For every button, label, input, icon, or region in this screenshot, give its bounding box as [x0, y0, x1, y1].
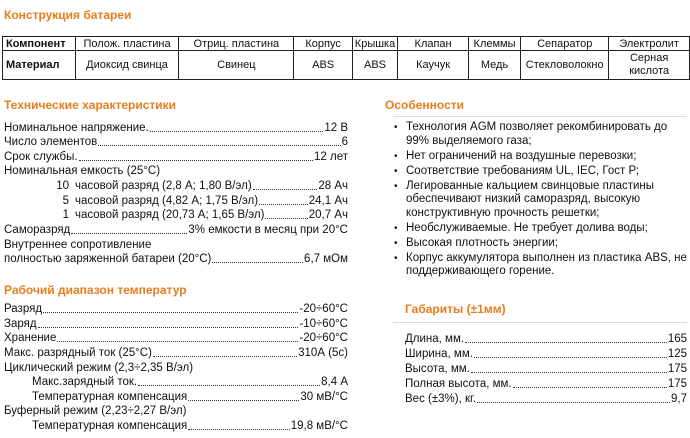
spec-value: 20,7 Ач: [308, 209, 348, 221]
spec-label: Вес (±3%), кг.: [405, 393, 477, 405]
spec-label: часовой разряд (4,82 А; 1,75 В/эл): [75, 195, 259, 207]
list-item: • Нет ограничений на воздушные перевозки;: [394, 149, 637, 162]
spec-label: Макс.зарядный ток.: [32, 376, 138, 388]
spec-value: 175: [667, 378, 687, 390]
spec-value: 6,7 мОм: [304, 253, 348, 265]
internal-resistance-title: Внутреннее сопротивление: [4, 239, 152, 251]
divider: [393, 322, 687, 323]
dimensions-header: Габариты (±1мм): [405, 302, 506, 316]
table-cell: ABS: [352, 51, 397, 80]
spec-label: Ширина, мм.: [405, 348, 473, 360]
temp-row-storage: [4, 330, 348, 346]
table-cell: Свинец: [179, 51, 294, 80]
tech-specs-header: Технические характеристики: [4, 98, 177, 112]
bullet-icon: •: [394, 180, 398, 192]
dim-row-full-height: [405, 376, 687, 392]
capacity-row: [54, 207, 348, 223]
table-cell: Стекловолокно: [521, 51, 609, 80]
bullet-icon: •: [394, 237, 398, 249]
spec-label: Длина, мм.: [405, 333, 465, 345]
table-row-components: [3, 37, 690, 51]
list-item: • Соответствие требованиям UL, IEC, Гост Р;: [394, 164, 640, 177]
table-cell: Крышка: [352, 37, 397, 51]
features-list: [393, 121, 687, 280]
spec-value: 9,7: [671, 393, 687, 405]
list-item: • Технология AGM позволяет рекомбинировать до 99% выделяемого газа;: [394, 121, 668, 147]
spec-value: -10÷60°C: [299, 318, 348, 330]
bullet-icon: •: [394, 222, 398, 234]
table-cell: Медь: [468, 51, 520, 80]
divider: [393, 116, 687, 117]
dim-row-weight: [405, 391, 687, 407]
spec-label: Саморазряд: [4, 224, 71, 236]
spec-value: 12 В: [324, 122, 348, 134]
table-cell: Полож. пластина: [75, 37, 178, 51]
dim-row-height: [405, 361, 687, 377]
spec-row-cell-count: [4, 134, 348, 150]
spec-label: Высота, мм.: [405, 363, 470, 375]
spec-value: 28 Ач: [318, 180, 348, 192]
spec-label: Заряд: [4, 318, 37, 330]
temp-row-discharge: [4, 301, 348, 317]
table-row-materials: [3, 51, 690, 80]
list-item: • Необслуживаемые. Не требует долива воды;: [394, 221, 648, 234]
spec-value: 3% емкости в месяц при 20°C: [188, 224, 348, 236]
capacity-hours: 5: [62, 195, 69, 207]
table-cell: Клеммы: [468, 37, 520, 51]
spec-row-self-discharge: [4, 222, 348, 238]
spec-label: Номинальное напряжение.: [4, 122, 149, 134]
bullet-icon: •: [394, 150, 398, 162]
spec-value: 30 мВ/°C: [300, 391, 348, 403]
table-cell: Каучук: [398, 51, 469, 80]
cyclic-mode-title: Циклический режим (2,3÷2,35 В/эл): [4, 362, 194, 374]
spec-value: 19,8 мВ/°C: [290, 420, 348, 432]
spec-label: Макс. разрядный ток (25°C): [4, 347, 152, 359]
temp-row-max-discharge: [4, 345, 348, 361]
spec-label: Температурная компенсация: [32, 391, 188, 403]
spec-label: Полная высота, мм.: [405, 378, 512, 390]
table-cell: Отриц. пластина: [179, 37, 294, 51]
table-cell: Серная кислота: [609, 51, 690, 80]
capacity-hours: 1: [62, 209, 69, 221]
spec-row-internal-resistance: [4, 251, 348, 267]
spec-label: часовой разряд (2,8 А; 1,80 В/эл): [75, 180, 252, 192]
spec-value: 8,4 А: [321, 376, 348, 388]
spec-value: 24,1 Ач: [308, 195, 348, 207]
spec-label: Хранение: [4, 332, 57, 344]
spec-label: Срок службы.: [4, 151, 78, 163]
capacity-hours: 10: [56, 180, 69, 192]
spec-value: 6: [341, 136, 348, 148]
table-header-component: Компонент: [3, 37, 76, 51]
spec-label: Число элементов: [4, 136, 98, 148]
spec-value: 165: [667, 333, 687, 345]
buffer-mode-title: Буферный режим (2,23÷2,27 В/эл): [4, 405, 187, 417]
table-header-material: Материал: [3, 51, 76, 80]
table-cell: Электролит: [609, 37, 690, 51]
spec-value: 310А (5с): [298, 347, 348, 359]
table-cell: Клапан: [398, 37, 469, 51]
temp-row-cyclic-current: [32, 374, 348, 390]
bullet-icon: •: [394, 252, 398, 264]
capacity-title: Номинальная емкость (25°C): [4, 165, 161, 177]
battery-construction-header: Конструкция батареи: [4, 8, 132, 22]
bullet-icon: •: [394, 122, 398, 133]
components-table: [2, 36, 690, 80]
spec-label: полностью заряженной батареи (20°C): [4, 253, 212, 265]
spec-value: 12 лет: [314, 151, 348, 163]
temp-row-buffer-compensation: [32, 418, 348, 434]
list-item: • Высокая плотность энергии;: [394, 236, 558, 249]
temperature-header: Рабочий диапазон температур: [4, 283, 187, 297]
table-cell: Корпус: [294, 37, 352, 51]
dim-row-width: [405, 346, 687, 362]
spec-label: Разряд: [4, 303, 43, 315]
list-item: • Легированные кальцием свинцовые пластины обеспечивают низкий саморазряд, высокую конструктивную прочность решетки;: [394, 179, 655, 219]
features-header: Особенности: [385, 98, 465, 112]
spec-label: часовой разряд (20,73 А; 1,65 В/эл): [75, 209, 265, 221]
table-cell: Диоксид свинца: [75, 51, 178, 80]
table-cell: ABS: [294, 51, 352, 80]
table-cell: Сепаратор: [521, 37, 609, 51]
spec-label: Температурная компенсация: [32, 420, 188, 432]
spec-value: 125: [667, 348, 687, 360]
list-item: • Корпус аккумулятора выполнен из пластика ABS, не поддерживающего горение.: [394, 251, 687, 277]
spec-value: -20÷60°C: [299, 332, 348, 344]
spec-value: -20÷60°C: [299, 303, 348, 315]
dim-row-length: [405, 331, 687, 347]
spec-value: 175: [667, 363, 687, 375]
capacity-row: [54, 178, 348, 194]
bullet-icon: •: [394, 165, 398, 177]
